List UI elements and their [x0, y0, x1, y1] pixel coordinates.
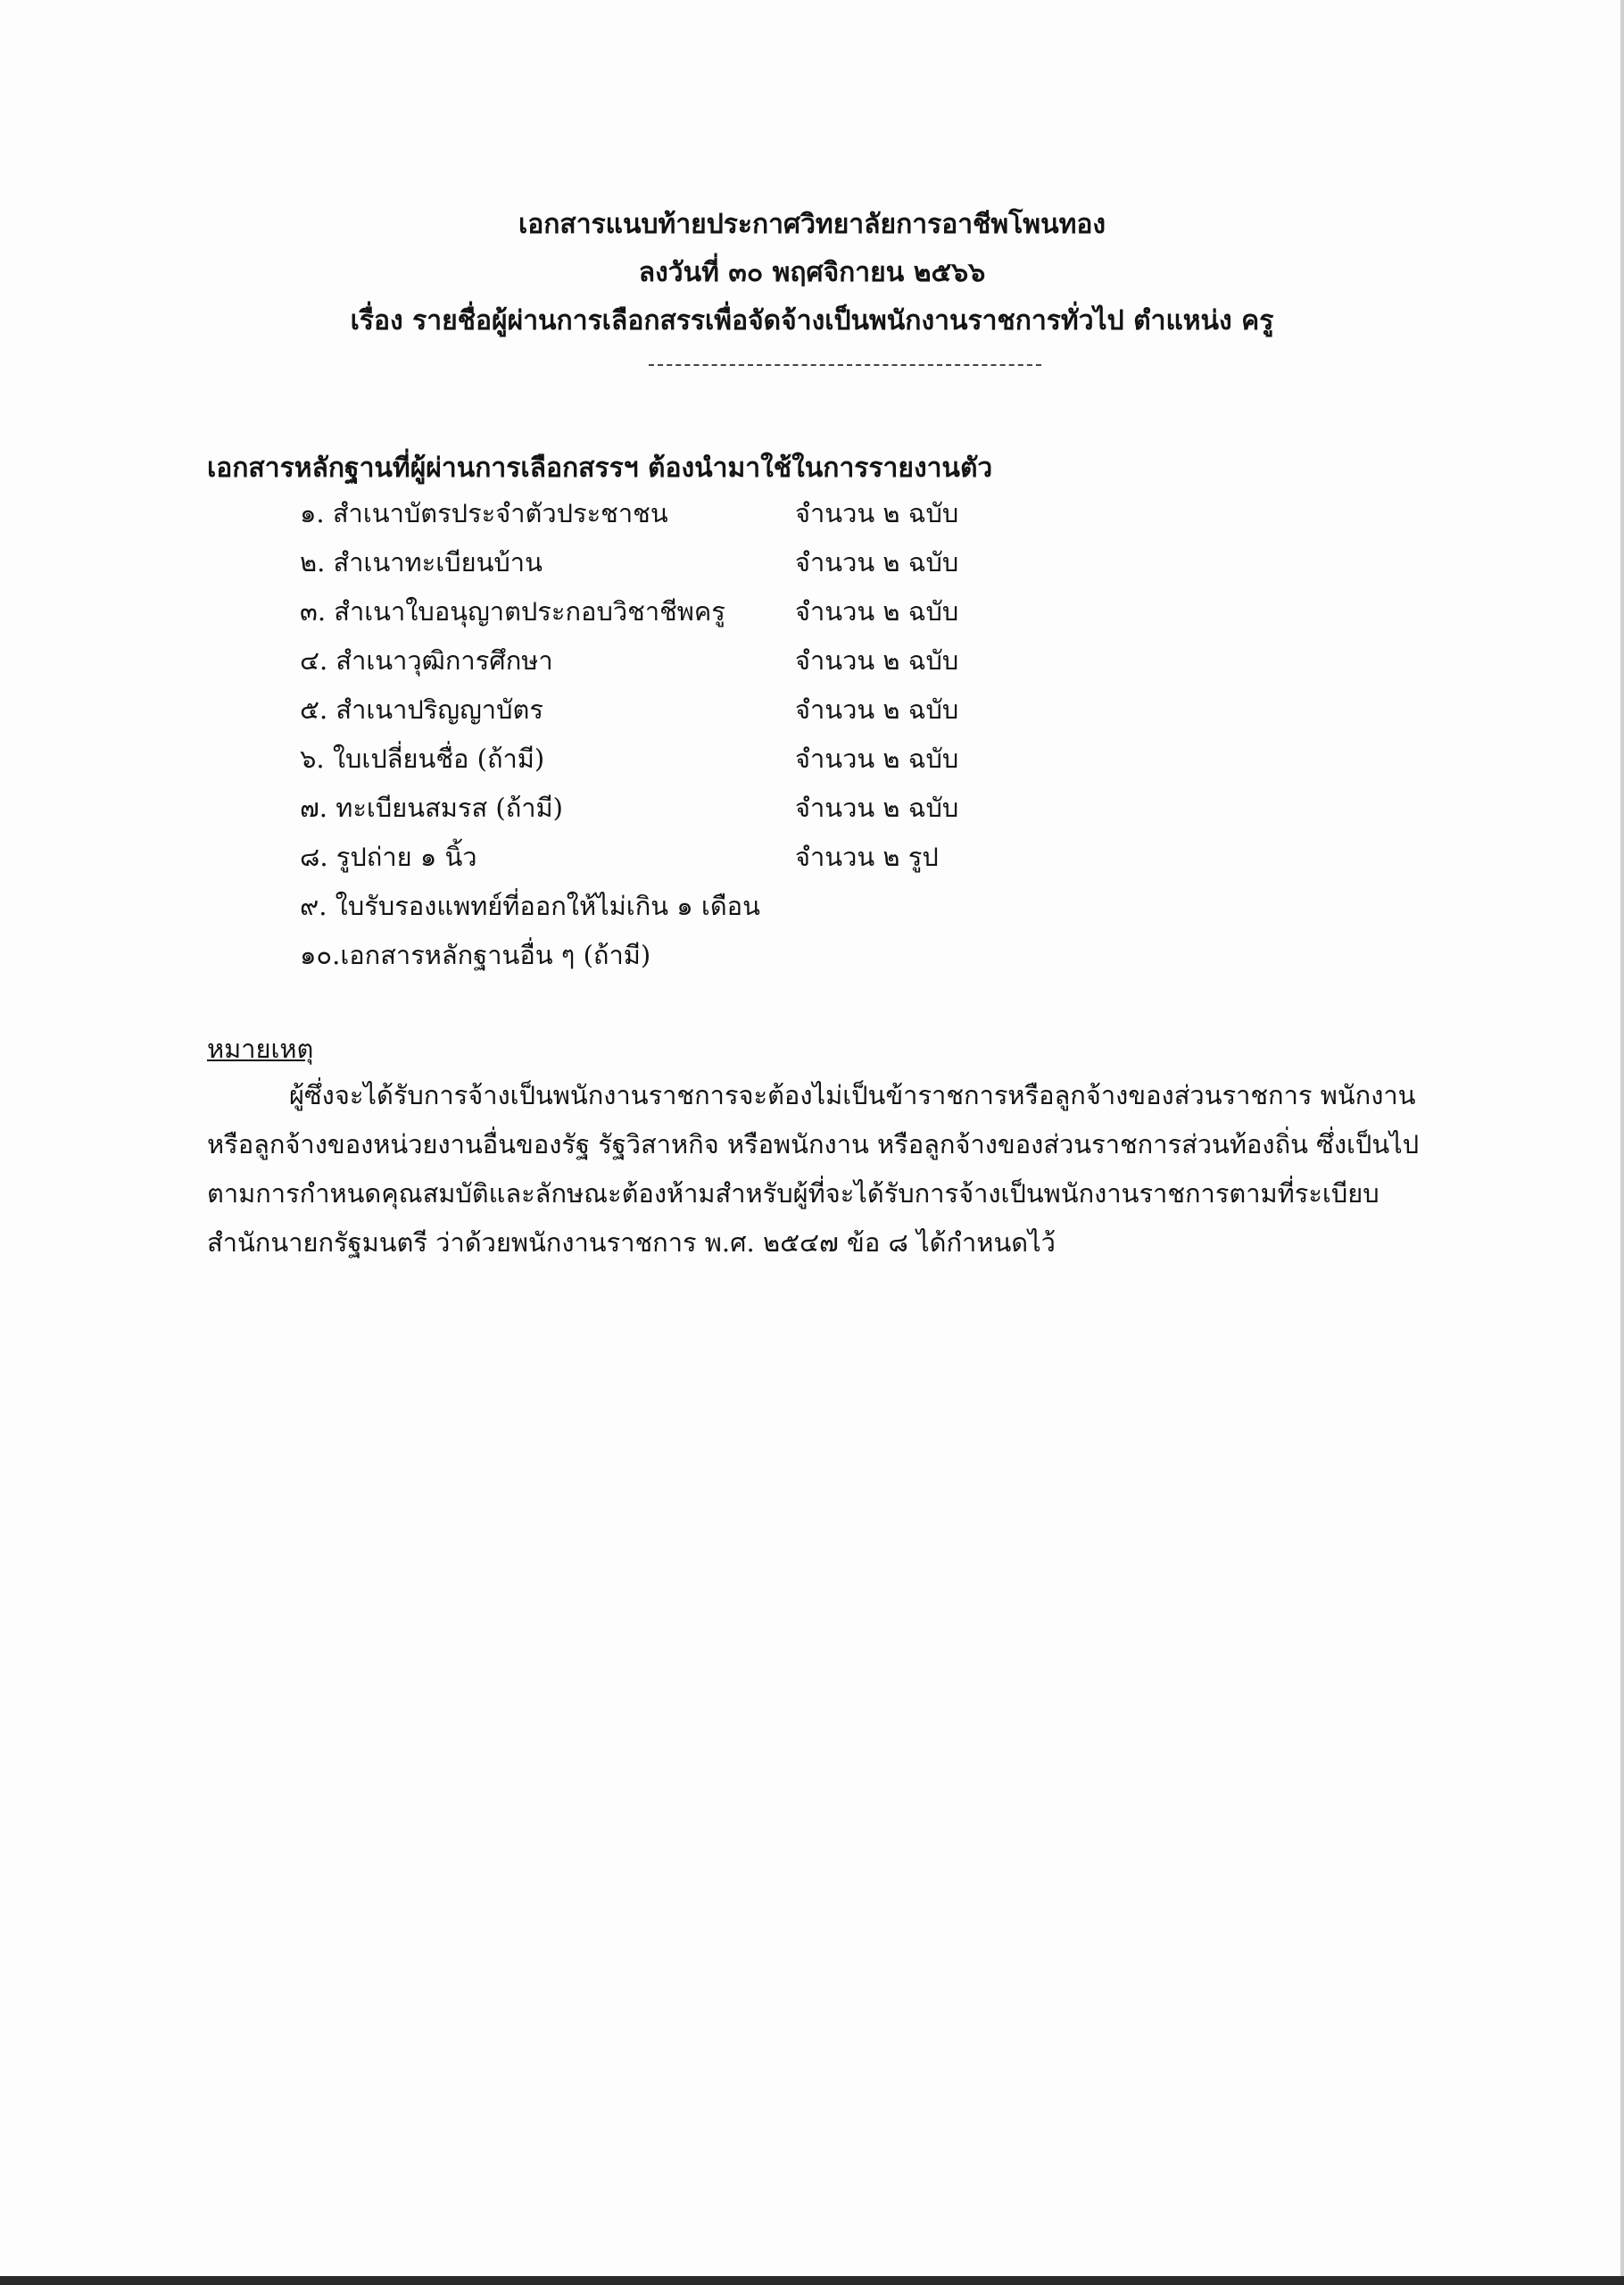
header-date: ลงวันที่ ๓๐ พฤศจิกายน ๒๕๖๖	[638, 257, 986, 288]
document-name: ๕. สำเนาปริญญาบัตร	[300, 694, 543, 725]
document-header	[223, 201, 1401, 345]
document-quantity: จำนวน ๒ ฉบับ	[795, 596, 959, 627]
header-subject: เรื่อง รายชื่อผู้ผ่านการเลือกสรรเพื่อจัดจ้างเป็นพนักงานราชการทั่วไป ตำแหน่ง ครู	[350, 305, 1274, 337]
remark-label: หมายเหตุ	[207, 1034, 314, 1064]
document-name: ๘. รูปถ่าย ๑ นิ้ว	[300, 842, 477, 872]
list-item	[300, 636, 1103, 686]
list-item	[300, 587, 1103, 636]
document-quantity: จำนวน ๒ ฉบับ	[795, 694, 959, 725]
list-item	[300, 931, 1103, 980]
remark-line: สำนักนายกรัฐมนตรี ว่าด้วยพนักงานราชการ พ.ศ. ๒๕๔๗ ข้อ ๘ ได้กำหนดไว้	[207, 1227, 1056, 1258]
document-name: ๑. สำเนาบัตรประจำตัวประชาชน	[300, 498, 668, 528]
document-quantity: จำนวน ๒ ฉบับ	[795, 793, 959, 823]
document-name: ๑๐.เอกสารหลักฐานอื่น ๆ (ถ้ามี)	[300, 940, 651, 970]
document-quantity: จำนวน ๒ ฉบับ	[795, 744, 959, 774]
scan-edge-bottom	[0, 2276, 1624, 2285]
document-quantity: จำนวน ๒ ฉบับ	[795, 645, 959, 676]
document-name: ๖. ใบเปลี่ยนชื่อ (ถ้ามี)	[300, 744, 545, 774]
document-name: ๒. สำเนาทะเบียนบ้าน	[300, 547, 543, 577]
remark-line: ตามการกำหนดคุณสมบัติและลักษณะต้องห้ามสำหรับผู้ที่จะได้รับการจ้างเป็นพนักงานราชการตามที่ระเบียบ	[207, 1178, 1380, 1209]
list-item	[300, 784, 1103, 833]
list-item	[300, 735, 1103, 784]
remark-line: หรือลูกจ้างของหน่วยงานอื่นของรัฐ รัฐวิสาหกิจ หรือพนักงาน หรือลูกจ้างของส่วนราชการส่วนท้องถิ่น ซึ่งเป็นไป	[207, 1129, 1420, 1159]
document-name: ๗. ทะเบียนสมรส (ถ้ามี)	[300, 793, 563, 823]
document-quantity: จำนวน ๒ รูป	[795, 842, 939, 872]
document-name: ๔. สำเนาวุฒิการศึกษา	[300, 645, 553, 676]
document-name: ๓. สำเนาใบอนุญาตประกอบวิชาชีพครู	[300, 596, 725, 627]
header-title: เอกสารแนบท้ายประกาศวิทยาลัยการอาชีพโพนทอง	[518, 209, 1106, 240]
remark-paragraph	[207, 1071, 1492, 1267]
document-list	[300, 489, 1103, 980]
document-name: ๙. ใบรับรองแพทย์ที่ออกให้ไม่เกิน ๑ เดือน	[300, 891, 760, 921]
list-item	[300, 833, 1103, 882]
scan-edge-right	[1620, 0, 1624, 2285]
document-quantity: จำนวน ๒ ฉบับ	[795, 547, 959, 577]
list-item	[300, 882, 1103, 931]
list-item	[300, 686, 1103, 735]
list-item	[300, 489, 1103, 538]
header-divider	[649, 364, 1041, 366]
remark-line: ผู้ซึ่งจะได้รับการจ้างเป็นพนักงานราชการจะต้องไม่เป็นข้าราชการหรือลูกจ้างของส่วนราชการ พนักงาน	[289, 1080, 1416, 1110]
section-title: เอกสารหลักฐานที่ผู้ผ่านการเลือกสรรฯ ต้องนำมาใช้ในการรายงานตัว	[207, 453, 993, 484]
document-quantity: จำนวน ๒ ฉบับ	[795, 498, 959, 528]
list-item	[300, 538, 1103, 587]
